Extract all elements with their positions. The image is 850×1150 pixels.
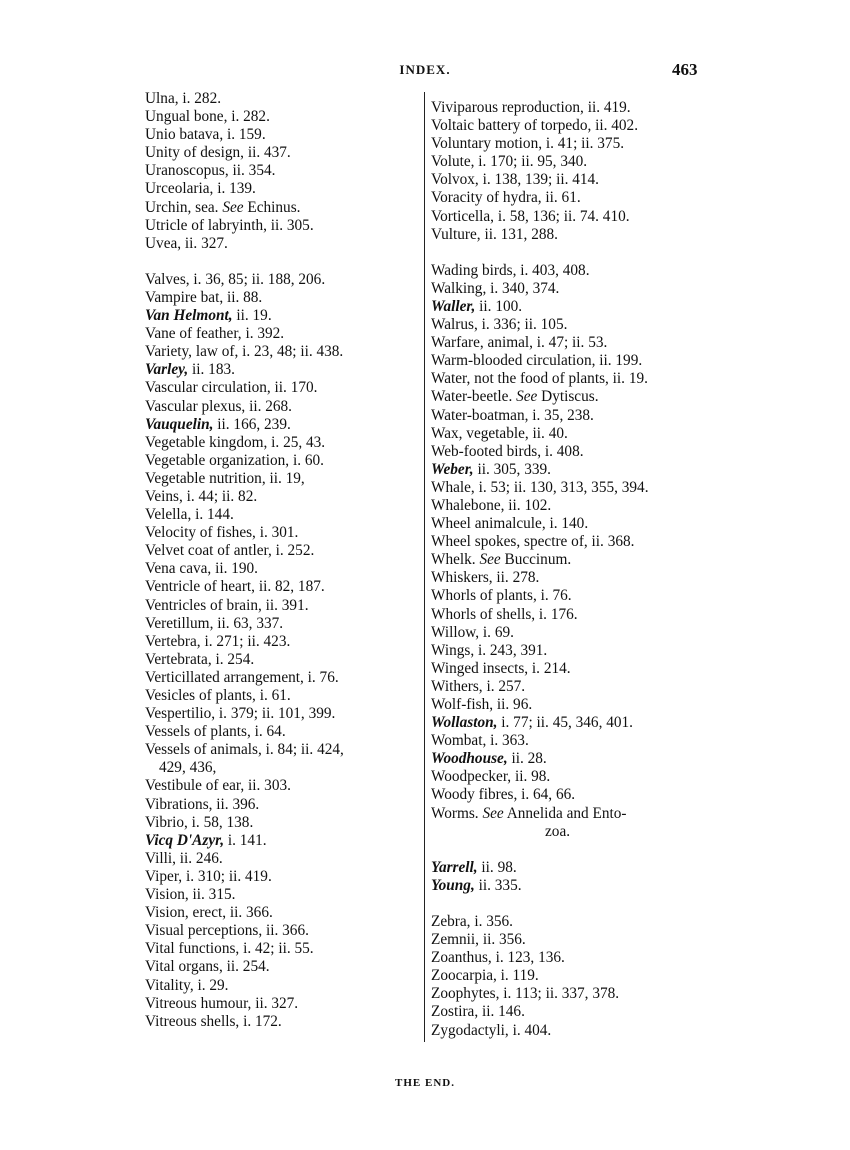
person-name: Yarrell,: [431, 858, 478, 876]
index-entry: [145, 669, 417, 687]
index-entry: [431, 461, 721, 479]
index-entry: [145, 922, 417, 940]
person-name: Waller,: [431, 297, 476, 315]
index-entry: [145, 633, 417, 651]
index-entry: [145, 542, 417, 560]
index-entry: [145, 416, 417, 434]
page-refs: ii. 305, 339.: [473, 460, 551, 478]
index-entry: [145, 506, 417, 524]
index-entry: [431, 316, 721, 334]
index-entry: [145, 379, 417, 397]
entry-text: Vascular circulation, ii. 170.: [145, 379, 318, 397]
index-entry: [145, 235, 417, 253]
index-entry: [145, 271, 417, 289]
entry-text: Zoophytes, i. 113; ii. 337, 378.: [431, 985, 620, 1003]
index-entry: [431, 334, 721, 352]
index-entry: [431, 443, 721, 461]
entry-text: Vegetable organization, i. 60.: [145, 451, 324, 469]
entry-text: Wings, i. 243, 391.: [431, 641, 548, 659]
page-refs: ii. 19.: [232, 307, 272, 325]
entry-text: Ventricle of heart, ii. 82, 187.: [145, 578, 325, 596]
index-entry: [145, 578, 417, 596]
index-entry: [431, 171, 721, 189]
entry-text: zoa.: [545, 822, 571, 840]
index-entry: [145, 868, 417, 886]
entry-text: Whorls of plants, i. 76.: [431, 587, 572, 605]
entry-text: Wombat, i. 363.: [431, 732, 529, 750]
see-reference-target: Annelida and Ento-: [506, 804, 627, 822]
page-refs: ii. 335.: [474, 876, 522, 894]
index-entry: [431, 786, 721, 804]
index-entry: [431, 678, 721, 696]
entry-text: Winged insects, i. 214.: [431, 659, 571, 677]
index-entry: [431, 750, 721, 768]
index-entry: [145, 615, 417, 633]
entry-text: Whalebone, ii. 102.: [431, 496, 552, 514]
entry-text: Ulna, i. 282.: [145, 90, 222, 107]
index-entry: [145, 452, 417, 470]
entry-text: Utricle of labryinth, ii. 305.: [145, 216, 314, 234]
index-entry: [145, 343, 417, 361]
entry-text: Water-boatman, i. 35, 238.: [431, 406, 594, 424]
index-entry: [431, 135, 721, 153]
entry-text: Vital functions, i. 42; ii. 55.: [145, 940, 314, 958]
page-refs: i. 77; ii. 45, 346, 401.: [497, 714, 634, 732]
index-entry: [431, 407, 721, 425]
index-entry: [145, 705, 417, 723]
see-reference-target: Echinus.: [247, 198, 301, 216]
index-entry-continuation: [145, 759, 417, 777]
page-refs: i. 141.: [224, 831, 267, 849]
entry-text: Velocity of fishes, i. 301.: [145, 524, 299, 542]
entry-text: Villi, ii. 246.: [145, 849, 223, 867]
index-entry: [431, 479, 721, 497]
entry-text: Vulture, ii. 131, 288.: [431, 225, 558, 243]
entry-text: Voltaic battery of torpedo, ii. 402.: [431, 117, 639, 135]
index-entry: [431, 551, 721, 569]
entry-text: Vegetable kingdom, i. 25, 43.: [145, 433, 326, 451]
index-entry: [145, 940, 417, 958]
entry-text: Variety, law of, i. 23, 48; ii. 438.: [145, 343, 344, 361]
index-entry: [431, 569, 721, 587]
index-entry: [145, 361, 417, 379]
entry-text: Urchin, sea.: [145, 198, 219, 216]
person-name: Van Helmont,: [145, 307, 233, 325]
section-gap: [431, 841, 721, 859]
index-entry: [145, 796, 417, 814]
entry-text: Verticillated arrangement, i. 76.: [145, 668, 339, 686]
index-entry: [145, 904, 417, 922]
index-entry: [431, 985, 721, 1003]
index-entry: [431, 153, 721, 171]
page-refs: ii. 28.: [507, 750, 547, 768]
index-entry: [145, 199, 417, 217]
entry-text: Vibrio, i. 58, 138.: [145, 813, 254, 831]
entry-text: Whale, i. 53; ii. 130, 313, 355, 394.: [431, 478, 649, 496]
entry-text: Vespertilio, i. 379; ii. 101, 399.: [145, 705, 336, 723]
entry-text: Vesicles of plants, i. 61.: [145, 687, 291, 704]
entry-text: Vision, erect, ii. 366.: [145, 904, 273, 922]
index-entry: [431, 877, 721, 895]
entry-text: Veins, i. 44; ii. 82.: [145, 487, 258, 505]
entry-text: Vessels of plants, i. 64.: [145, 723, 286, 741]
entry-text: Whelk.: [431, 551, 476, 569]
entry-text: Warm-blooded circulation, ii. 199.: [431, 352, 643, 370]
entry-text: Valves, i. 36, 85; ii. 188, 206.: [145, 270, 326, 288]
entry-text: Withers, i. 257.: [431, 677, 526, 695]
index-entry: [431, 587, 721, 605]
entry-text: Wading birds, i. 403, 408.: [431, 261, 590, 279]
see-reference-label: See: [222, 198, 244, 216]
person-name: Weber,: [431, 460, 474, 478]
entry-text: Vena cava, ii. 190.: [145, 560, 258, 578]
entry-text: Water, not the food of plants, ii. 19.: [431, 370, 648, 388]
index-entry: [431, 497, 721, 515]
index-entry: [431, 913, 721, 931]
entry-text: Visual perceptions, ii. 366.: [145, 922, 309, 940]
index-entry: [431, 280, 721, 298]
index-entry: [145, 434, 417, 452]
index-entry: [145, 126, 417, 144]
index-entry: [145, 144, 417, 162]
entry-text: Walrus, i. 336; ii. 105.: [431, 316, 568, 334]
index-entry: [431, 298, 721, 316]
entry-text: Vegetable nutrition, ii. 19,: [145, 469, 305, 487]
entry-text: Unity of design, ii. 437.: [145, 144, 291, 162]
entry-text: Wheel spokes, spectre of, ii. 368.: [431, 533, 635, 551]
entry-text: Viviparous reproduction, ii. 419.: [431, 99, 631, 116]
index-entry: [145, 289, 417, 307]
index-entry: [431, 931, 721, 949]
index-column-left: [145, 90, 417, 1031]
entry-text: Zostira, ii. 146.: [431, 1003, 525, 1021]
entry-text: Vane of feather, i. 392.: [145, 325, 285, 343]
entry-text: Ungual bone, i. 282.: [145, 108, 270, 126]
index-entry: [145, 488, 417, 506]
person-name: Woodhouse,: [431, 750, 508, 768]
entry-text: Woody fibres, i. 64, 66.: [431, 786, 576, 804]
entry-text: Voracity of hydra, ii. 61.: [431, 189, 581, 207]
entry-text: Whiskers, ii. 278.: [431, 569, 540, 587]
index-entry: [431, 352, 721, 370]
index-entry: [145, 777, 417, 795]
index-entry: [145, 886, 417, 904]
entry-text: Uranoscopus, ii. 354.: [145, 162, 276, 180]
entry-text: Zoanthus, i. 123, 136.: [431, 949, 565, 967]
entry-text: 429, 436,: [159, 759, 217, 777]
entry-text: Voluntary motion, i. 41; ii. 375.: [431, 135, 625, 153]
entry-text: Urceolaria, i. 139.: [145, 180, 256, 198]
column-divider: [424, 92, 425, 1042]
index-entry: [145, 90, 417, 108]
index-entry: [431, 714, 721, 732]
entry-text: Vampire bat, ii. 88.: [145, 288, 263, 306]
entry-text: Velella, i. 144.: [145, 506, 234, 524]
index-entry: [145, 741, 417, 759]
entry-text: Vitreous shells, i. 172.: [145, 1012, 282, 1030]
entry-text: Ventricles of brain, ii. 391.: [145, 596, 309, 614]
entry-text: Worms.: [431, 804, 479, 822]
index-entry: [431, 949, 721, 967]
index-entry: [431, 1022, 721, 1040]
entry-text: Vascular plexus, ii. 268.: [145, 397, 292, 415]
person-name: Vauquelin,: [145, 415, 214, 433]
index-entry: [431, 660, 721, 678]
index-entry: [145, 162, 417, 180]
index-entry: [145, 180, 417, 198]
person-name: Wollaston,: [431, 714, 498, 732]
entry-text: Uvea, ii. 327.: [145, 234, 228, 252]
index-entry: [145, 850, 417, 868]
index-entry: [145, 470, 417, 488]
index-entry: [431, 1003, 721, 1021]
entry-text: Velvet coat of antler, i. 252.: [145, 542, 315, 560]
index-entry-continuation: [431, 823, 721, 841]
index-entry: [431, 624, 721, 642]
entry-text: Vorticella, i. 58, 136; ii. 74. 410.: [431, 207, 630, 225]
index-entry: [145, 108, 417, 126]
running-header: INDEX.: [399, 62, 451, 77]
entry-text: Vestibule of ear, ii. 303.: [145, 777, 291, 795]
index-entry: [431, 99, 721, 117]
index-entry: [145, 560, 417, 578]
entry-text: Zygodactyli, i. 404.: [431, 1021, 552, 1039]
see-reference-label: See: [482, 804, 504, 822]
index-entry: [431, 642, 721, 660]
entry-text: Wolf-fish, ii. 96.: [431, 696, 533, 713]
entry-text: Wheel animalcule, i. 140.: [431, 515, 589, 533]
person-name: Young,: [431, 876, 475, 894]
page-refs: ii. 98.: [477, 858, 517, 876]
index-entry: [431, 425, 721, 443]
entry-text: Web-footed birds, i. 408.: [431, 442, 584, 460]
entry-text: Unio batava, i. 159.: [145, 126, 266, 144]
entry-text: Whorls of shells, i. 176.: [431, 605, 578, 623]
entry-text: Vitality, i. 29.: [145, 976, 229, 994]
index-entry: [431, 388, 721, 406]
index-entry: [145, 217, 417, 235]
index-entry: [431, 117, 721, 135]
entry-text: Volvox, i. 138, 139; ii. 414.: [431, 171, 599, 189]
entry-text: Willow, i. 69.: [431, 623, 514, 641]
entry-text: Viper, i. 310; ii. 419.: [145, 867, 272, 885]
entry-text: Water-beetle.: [431, 388, 513, 406]
index-entry: [145, 977, 417, 995]
index-entry: [145, 832, 417, 850]
index-entry: [145, 651, 417, 669]
index-entry: [431, 208, 721, 226]
entry-text: Zemnii, ii. 356.: [431, 931, 526, 949]
index-entry: [145, 958, 417, 976]
index-entry: [431, 533, 721, 551]
entry-text: Zebra, i. 356.: [431, 912, 513, 930]
see-reference-target: Dytiscus.: [541, 388, 599, 406]
entry-text: Vision, ii. 315.: [145, 886, 236, 904]
index-entry: [145, 1013, 417, 1031]
entry-text: Volute, i. 170; ii. 95, 340.: [431, 153, 588, 171]
index-column-right: [431, 99, 721, 1040]
index-entry: [431, 606, 721, 624]
index-entry: [431, 696, 721, 714]
index-entry: [145, 524, 417, 542]
index-entry: [145, 995, 417, 1013]
entry-text: Vessels of animals, i. 84; ii. 424,: [145, 741, 344, 759]
index-entry: [431, 768, 721, 786]
index-entry: [431, 732, 721, 750]
end-note: THE END.: [395, 1077, 455, 1089]
entry-text: Vital organs, ii. 254.: [145, 958, 270, 976]
index-entry: [145, 398, 417, 416]
index-entry: [431, 262, 721, 280]
index-entry: [145, 307, 417, 325]
entry-text: Vertebra, i. 271; ii. 423.: [145, 632, 291, 650]
index-entry: [431, 805, 721, 823]
section-gap: [431, 895, 721, 913]
index-entry: [431, 370, 721, 388]
page-refs: ii. 183.: [188, 361, 235, 379]
section-gap: [145, 253, 417, 271]
entry-text: Vibrations, ii. 396.: [145, 795, 260, 813]
entry-text: Zoocarpia, i. 119.: [431, 967, 539, 985]
entry-text: Veretillum, ii. 63, 337.: [145, 614, 284, 632]
section-gap: [431, 244, 721, 262]
index-entry: [431, 189, 721, 207]
page-number: 463: [672, 60, 698, 79]
index-entry: [431, 859, 721, 877]
page-refs: ii. 100.: [475, 297, 523, 315]
see-reference-target: Buccinum.: [504, 551, 572, 569]
page-refs: ii. 166, 239.: [213, 415, 291, 433]
entry-text: Vitreous humour, ii. 327.: [145, 994, 299, 1012]
entry-text: Walking, i. 340, 374.: [431, 279, 560, 297]
see-reference-label: See: [516, 388, 538, 406]
entry-text: Woodpecker, ii. 98.: [431, 768, 551, 786]
person-name: Vicq D'Azyr,: [145, 831, 225, 849]
index-entry: [145, 597, 417, 615]
index-entry: [145, 325, 417, 343]
index-entry: [431, 226, 721, 244]
person-name: Varley,: [145, 361, 189, 379]
index-entry: [145, 687, 417, 705]
index-entry: [431, 967, 721, 985]
index-entry: [431, 515, 721, 533]
index-entry: [145, 723, 417, 741]
index-entry: [145, 814, 417, 832]
see-reference-label: See: [479, 551, 501, 569]
entry-text: Warfare, animal, i. 47; ii. 53.: [431, 334, 608, 352]
entry-text: Wax, vegetable, ii. 40.: [431, 424, 568, 442]
entry-text: Vertebrata, i. 254.: [145, 650, 255, 668]
